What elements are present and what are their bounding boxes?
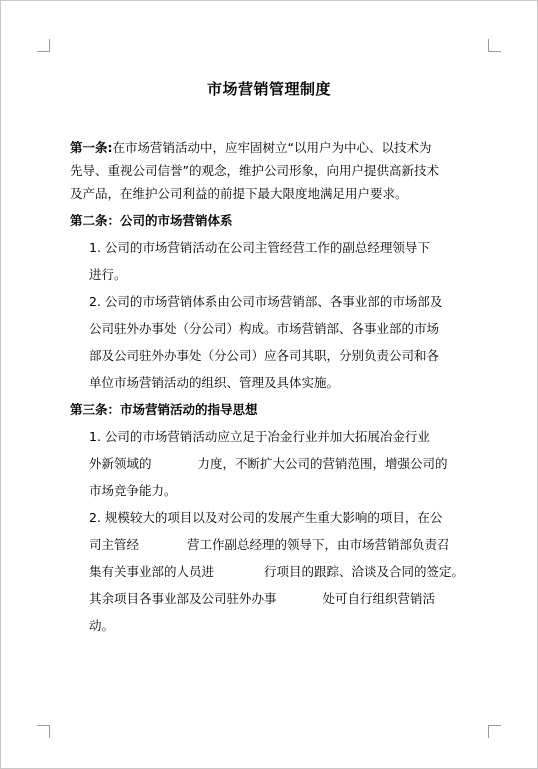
article-3-item-2-line-3b: 行项目的跟踪、洽谈及合同的签定。 (264, 564, 465, 579)
article-3-heading: 第三条：市场营销活动的指导思想 (70, 402, 258, 417)
article-1-line-1 (70, 136, 466, 159)
article-3-item-1-line-2a: 外新领域的 (89, 456, 152, 471)
article-1-line-2: 先导、重视公司信誉”的观念，维护公司形象，向用户提供高新技术 (70, 163, 439, 178)
article-3-item-2-line-4 (70, 587, 466, 610)
article-3-item-2-line-2b: 营工作副总经理的领导下，由市场营销部负责召 (187, 537, 450, 552)
article-1-label: 第一条: (70, 140, 113, 155)
article-2-item-2-line-3: 部及公司驻外办事处（分公司）应各司其职，分别负责公司和各 (89, 348, 440, 363)
article-3-item-2-line-1: 2. 规模较大的项目以及对公司的发展产生重大影响的项目，在公 (89, 510, 443, 525)
article-3-item-1-line-2 (70, 452, 466, 475)
article-3-item-2-line-3 (70, 560, 466, 583)
article-2 (70, 209, 466, 394)
article-1-line-3: 及产品，在维护公司利益的前提下最大限度地满足用户要求。 (70, 186, 408, 201)
crop-mark-top-right (488, 39, 501, 52)
crop-mark-bottom-right (488, 725, 501, 738)
article-2-item-2-line-4: 单位市场营销活动的组织、管理及具体实施。 (89, 375, 340, 390)
article-3-item-1-line-1: 1. 公司的市场营销活动应立足于冶金行业并加大拓展冶金行业 (89, 429, 430, 444)
article-2-heading: 第二条：公司的市场营销体系 (70, 213, 233, 228)
article-2-item-1-line-1: 1. 公司的市场营销活动在公司主管经营工作的副总经理领导下 (89, 240, 430, 255)
document-body (70, 136, 466, 637)
article-3-item-2-line-4a: 其余项目各事业部及公司驻外办事 (89, 591, 277, 606)
crop-mark-top-left (37, 39, 50, 52)
article-2-item-2-line-2: 公司驻外办事处（分公司）构成。市场营销部、各事业部的市场 (89, 321, 440, 336)
article-3-item-2-line-4b: 处可自行组织营销活 (322, 591, 436, 606)
article-2-item-2-line-1: 2. 公司的市场营销体系由公司市场营销部、各事业部的市场部及 (89, 294, 443, 309)
article-3-item-1-line-2b: 力度，不断扩大公司的营销范围，增强公司的 (197, 456, 448, 471)
article-3-item-2-line-2a: 司主管经 (89, 537, 140, 552)
crop-mark-bottom-left (37, 725, 50, 738)
document-title: 市场营销管理制度 (206, 80, 331, 98)
article-3-item-2-line-5: 动。 (89, 618, 115, 633)
article-3-item-1-line-3: 市场竞争能力。 (89, 483, 177, 498)
article-3 (70, 398, 466, 637)
article-2-item-1-line-2: 进行。 (89, 267, 127, 282)
article-1 (70, 136, 466, 205)
article-1-text-1: 在市场营销活动中，应牢固树立“以用户为中心、以技术为 (112, 140, 432, 155)
article-3-item-2-line-2 (70, 533, 466, 556)
article-3-item-2-line-3a: 集有关事业部的人员进 (89, 564, 215, 579)
